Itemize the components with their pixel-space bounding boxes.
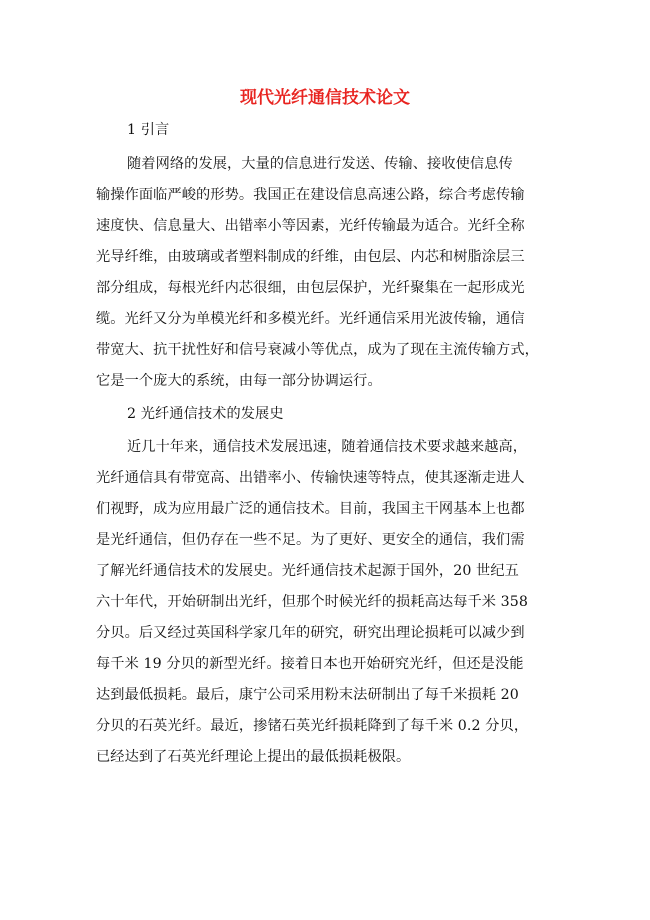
- section-1-line-5: 部分组成，每根光纤内芯很细，由包层保护，光纤聚集在一起形成光: [96, 280, 525, 296]
- section-2-line-6: 六十年代，开始研制出光纤，但那个时候光纤的损耗高达每千米 358: [96, 594, 529, 610]
- section-2-line-3: 们视野，成为应用最广泛的通信技术。目前，我国主干网基本上也都: [96, 501, 525, 517]
- section-1-line-1: 随着网络的发展，大量的信息进行发送、传输、接收使信息传: [127, 156, 513, 172]
- document-title: 现代光纤通信技术论文: [240, 88, 410, 108]
- section-2-heading: 2 光纤通信技术的发展史: [127, 406, 284, 422]
- section-2-line-4: 是光纤通信，但仍存在一些不足。为了更好、更安全的通信，我们需: [96, 532, 525, 548]
- section-1-heading: 1 引言: [127, 122, 170, 138]
- section-2-line-1: 近几十年来，通信技术发展迅速，随着通信技术要求越来越高，: [127, 439, 528, 455]
- section-2-line-9: 达到最低损耗。最后，康宁公司采用粉末法研制出了每千米损耗 20: [96, 687, 519, 703]
- section-1-line-3: 速度快、信息量大、出错率小等因素，光纤传输最为适合。光纤全称: [96, 218, 525, 234]
- section-1-line-7: 带宽大、抗干扰性好和信号衰减小等优点，成为了现在主流传输方式，: [96, 342, 539, 358]
- section-1-line-6: 缆。光纤又分为单模光纤和多模光纤。光纤通信采用光波传输，通信: [96, 311, 525, 327]
- section-2-line-11: 已经达到了石英光纤理论上提出的最低损耗极限。: [96, 749, 411, 765]
- section-2-line-2: 光纤通信具有带宽高、出错率小、传输快速等特点，使其逐渐走进人: [96, 470, 525, 486]
- section-2-line-8: 每千米 19 分贝的新型光纤。接着日本也开始研究光纤，但还是没能: [96, 656, 524, 672]
- section-2-line-7: 分贝。后又经过英国科学家几年的研究，研究出理论损耗可以减少到: [96, 625, 525, 641]
- section-1-line-2: 输操作面临严峻的形势。我国正在建设信息高速公路，综合考虑传输: [96, 187, 525, 203]
- section-2-line-10: 分贝的石英光纤。最近，掺锗石英光纤损耗降到了每千米 0.2 分贝，: [96, 718, 529, 734]
- section-1-line-8: 它是一个庞大的系统，由每一部分协调运行。: [96, 373, 382, 389]
- section-2-line-5: 了解光纤通信技术的发展史。光纤通信技术起源于国外，20 世纪五: [96, 563, 519, 579]
- section-1-line-4: 光导纤维，由玻璃或者塑料制成的纤维，由包层、内芯和树脂涂层三: [96, 249, 525, 265]
